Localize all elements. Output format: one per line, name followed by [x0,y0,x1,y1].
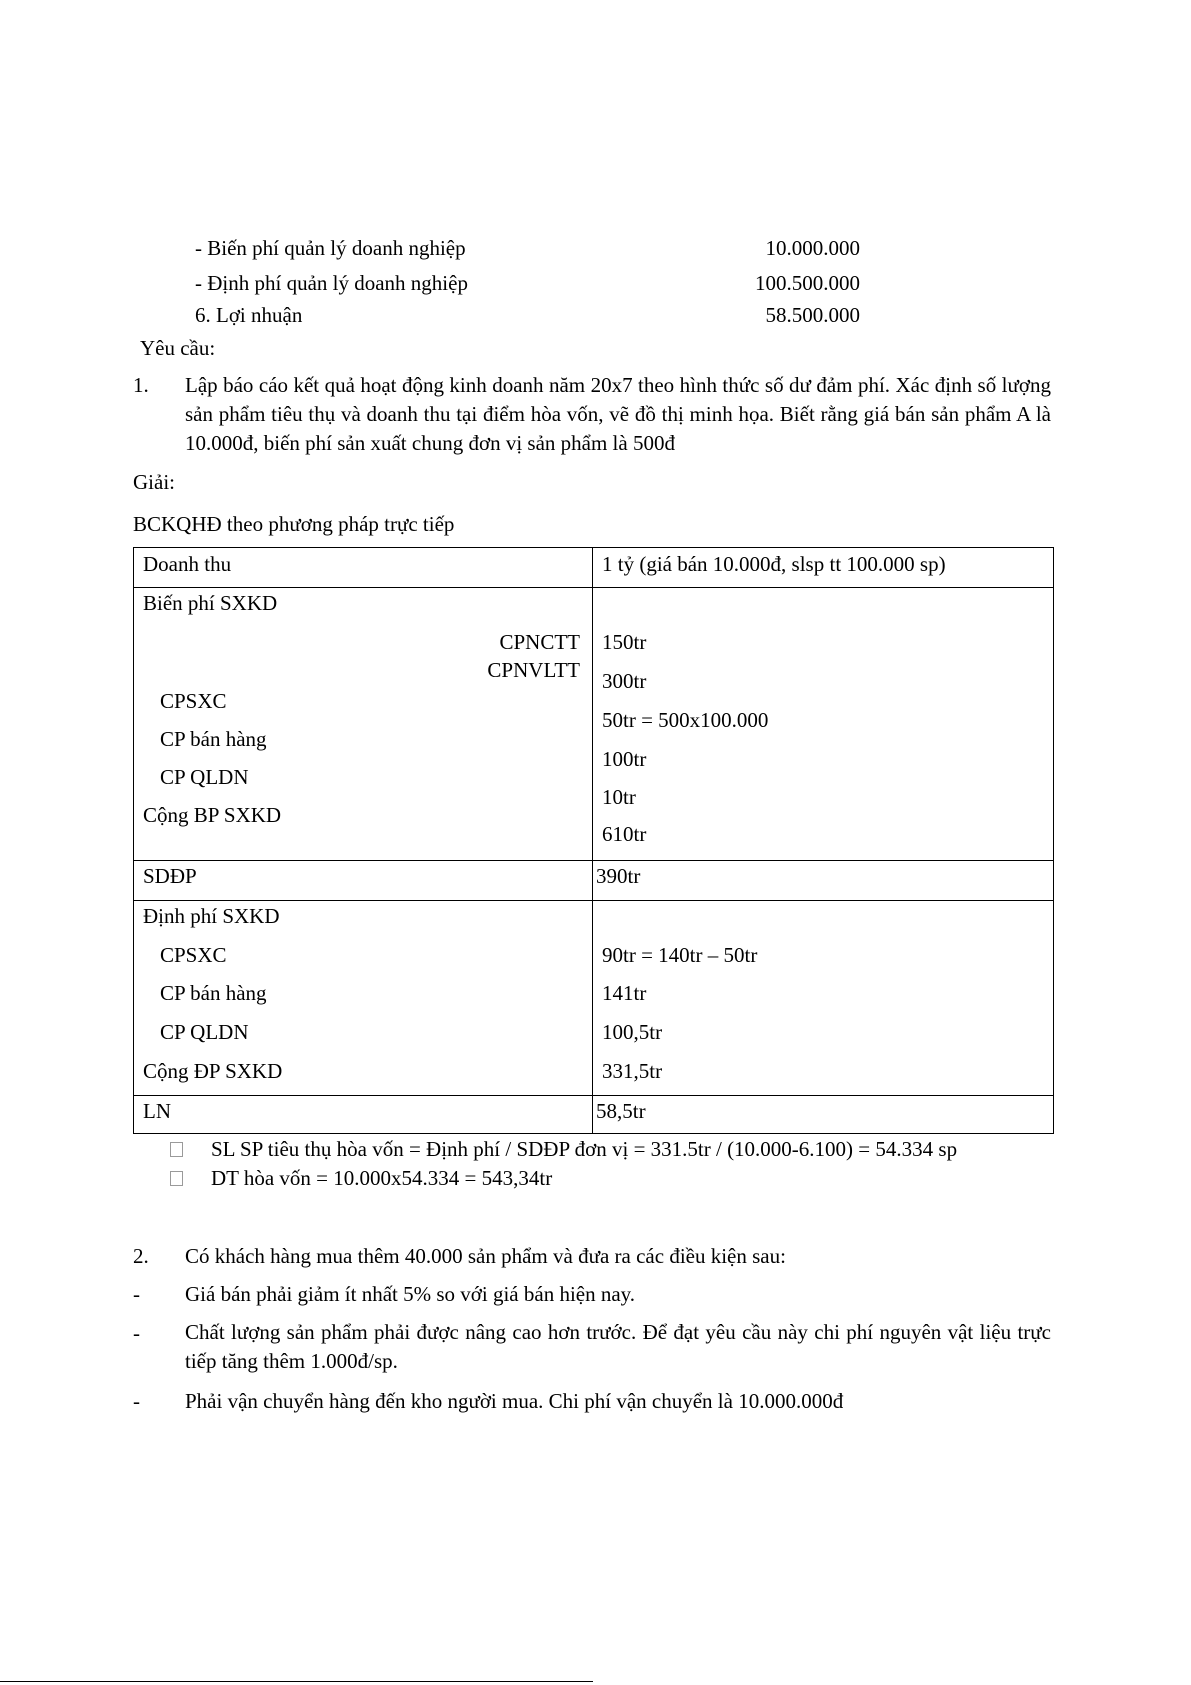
condition-2-text: Chất lượng sản phẩm phải được nâng cao hơn trước. Để đạt yêu cầu này chi phí nguyên vật liệu trực tiếp tăng thêm 1.000đ/sp. [185,1320,1051,1373]
profit-value: 58,5tr [596,1099,646,1123]
item-1-number: 1. [133,373,149,397]
variable-value-cp-qldn: 10tr [602,785,636,809]
fixed-value-cpsxc: 90tr = 140tr – 50tr [602,943,758,967]
condition-3-dash: - [133,1389,140,1413]
breakeven-quantity: SL SP tiêu thụ hòa vốn = Định phí / SDĐP đơn vị = 331.5tr / (10.000-6.100) = 54.334 sp [211,1137,958,1161]
variable-value-cpsxc: 50tr = 500x100.000 [602,708,769,732]
variable-value-cp-ban-hang: 100tr [602,747,647,771]
contribution-label: SDĐP [143,864,197,888]
checkbox-icon [170,1171,183,1186]
condition-3-text: Phải vận chuyển hàng đến kho người mua. Chi phí vận chuyển là 10.000.000đ [185,1389,844,1413]
variable-value-cpnctt: 150tr [602,630,647,654]
fixed-cp-ban-hang-label: CP bán hàng [160,981,267,1005]
cpnctt-label: CPNCTT [499,630,580,654]
variable-costs-labels-cell [134,588,593,861]
revenue-label-cell [134,548,593,588]
fixed-costs-values-cell [593,901,1054,1096]
profit-label-cell [134,1096,593,1134]
fixed-total-label: Cộng ĐP SXKD [143,1059,283,1083]
item-1-text: Lập báo cáo kết quả hoạt động kinh doanh năm 20x7 theo hình thức số dư đảm phí. Xác định số lượng sản phẩm tiêu thụ và doanh thu tại điểm hòa vốn, vẽ đồ thị minh họa. Biết rằng giá bán sản phẩm A là 10.000đ, biến phí sản xuất chung đơn vị sản phẩm là 500đ [185,373,1051,455]
contribution-label-cell [134,861,593,901]
line-label-loi-nhuan: 6. Lợi nhuận [195,303,303,327]
item-2-number: 2. [133,1244,149,1268]
fixed-value-total: 331,5tr [602,1059,663,1083]
solution-heading: Giải: [133,470,175,494]
line-value-bien-phi-qldn: 10.000.000 [765,236,860,260]
contribution-value: 390tr [596,864,641,888]
fixed-heading: Định phí SXKD [143,904,280,928]
profit-value-cell [593,1096,1054,1134]
fixed-value-cp-qldn: 100,5tr [602,1020,663,1044]
variable-heading: Biến phí SXKD [143,591,278,615]
requirements-heading: Yêu cầu: [140,336,216,360]
profit-label: LN [143,1099,171,1123]
fixed-cp-qldn-label: CP QLDN [160,1020,249,1044]
report-table [133,547,1054,1134]
variable-cpsxc-label: CPSXC [160,689,227,713]
condition-1-text: Giá bán phải giảm ít nhất 5% so với giá bán hiện nay. [185,1282,636,1306]
contribution-value-cell [593,861,1054,901]
breakeven-revenue: DT hòa vốn = 10.000x54.334 = 543,34tr [211,1166,553,1190]
revenue-value-cell [593,548,1054,588]
cpnvltt-label: CPNVLTT [487,658,580,682]
variable-costs-values-cell [593,588,1054,861]
fixed-cpsxc-label: CPSXC [160,943,227,967]
variable-value-cpnvltt: 300tr [602,669,647,693]
fixed-costs-labels-cell [134,901,593,1096]
line-value-dinh-phi-qldn: 100.500.000 [755,271,860,295]
line-value-loi-nhuan: 58.500.000 [765,303,860,327]
footnote-separator [0,1681,593,1682]
revenue-label: Doanh thu [143,552,232,576]
line-label-bien-phi-qldn: - Biến phí quản lý doanh nghiệp [195,236,466,260]
checkbox-icon [170,1142,183,1157]
condition-2-dash: - [133,1321,140,1345]
item-2-text: Có khách hàng mua thêm 40.000 sản phẩm và đưa ra các điều kiện sau: [185,1244,786,1268]
variable-cp-ban-hang-label: CP bán hàng [160,727,267,751]
revenue-value: 1 tỷ (giá bán 10.000đ, slsp tt 100.000 sp) [602,552,946,576]
fixed-value-cp-ban-hang: 141tr [602,981,647,1005]
condition-1-dash: - [133,1282,140,1306]
variable-cp-qldn-label: CP QLDN [160,765,249,789]
report-title: BCKQHĐ theo phương pháp trực tiếp [133,512,455,536]
line-label-dinh-phi-qldn: - Định phí quản lý doanh nghiệp [195,271,468,295]
variable-value-total: 610tr [602,822,647,846]
variable-total-label: Cộng BP SXKD [143,803,282,827]
